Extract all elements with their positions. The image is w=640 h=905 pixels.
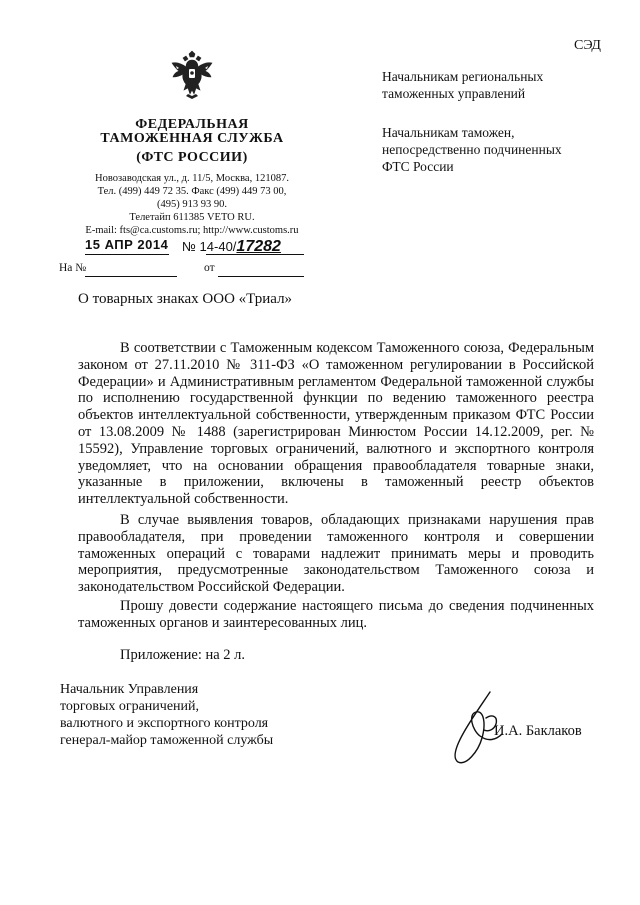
recipient-line: ФТС России <box>382 159 454 174</box>
address-line: Новозаводская ул., д. 11/5, Москва, 121087. <box>95 173 289 184</box>
signatory-title-line: генерал-майор таможенной службы <box>60 733 274 748</box>
phone-line-2: (495) 913 93 90. <box>157 199 227 210</box>
org-name-line2: ТАМОЖЕННАЯ СЛУЖБА <box>100 131 284 146</box>
number-handwritten: 17282 <box>236 238 281 255</box>
body-paragraph-1: В соответствии с Таможенным кодексом Таможенного союза, Федеральным законом от 27.11.2010 № 311-ФЗ «О таможенном регулировании в Российской Федерации» и Административным регламентом Федеральной таможенной службы по исполнению государственной функции по ведению таможенного реестра объектов интеллектуальной собственности, утвержденным приказом ФТС России от 13.08.2009 № 1488 (зарегистрирован Минюстом России 14.12.2009, рег. № 15592), Управление торговых ограничений, валютного и экспортного контроля уведомляет, что на основании обращения правообладателя товарные знаки, указанные в приложении, включены в таможенный реестр объектов интеллектуальной собственности. <box>78 340 594 508</box>
signatory-title-line: торговых ограничений, <box>60 699 200 714</box>
reference-number-blank <box>85 276 177 277</box>
recipient-line: непосредственно подчиненных <box>382 142 562 157</box>
signatory-title-line: Начальник Управления <box>60 682 199 697</box>
recipient-customs-houses <box>382 124 562 175</box>
recipient-line: таможенных управлений <box>382 86 526 101</box>
number-prefix: № 14-40/ <box>182 239 237 254</box>
sed-mark: СЭД <box>574 38 601 53</box>
phone-line: Тел. (499) 449 72 35. Факс (499) 449 73 00, <box>97 186 287 197</box>
body-paragraph-2: В случае выявления товаров, обладающих признаками нарушения прав правообладателя, при проведении таможенного контроля и совершении таможенных операций с товарами надлежит принимать меры и проводить мероприятия, предусмотренные законодательством Таможенного союза и законодательством Российской Федерации. <box>78 512 594 596</box>
attachment-note: Приложение: на 2 л. <box>120 647 246 663</box>
letter-subject: О товарных знаках ООО «Триал» <box>78 291 293 307</box>
recipient-line: Начальникам региональных <box>382 69 544 84</box>
org-name-line1: ФЕДЕРАЛЬНАЯ <box>135 117 249 132</box>
email-line: E-mail: fts@ca.customs.ru; http://www.customs.ru <box>85 225 299 236</box>
russian-double-headed-eagle-icon <box>170 50 214 100</box>
signer-name: И.А. Баклаков <box>494 723 582 739</box>
reference-number-label: На № <box>59 262 87 274</box>
body-paragraph-3: Прошу довести содержание настоящего письма до сведения подчиненных таможенных органов и заинтересованных лиц. <box>78 598 594 631</box>
reference-date-label: от <box>204 262 215 274</box>
org-name-abbrev: (ФТС РОССИИ) <box>136 150 248 165</box>
number-underline <box>206 254 304 255</box>
signatory-title <box>60 681 273 749</box>
signatory-title-line: валютного и экспортного контроля <box>60 716 269 731</box>
recipient-line: Начальникам таможен, <box>382 125 515 140</box>
recipient-regional-administrations <box>382 68 543 102</box>
teletype-line: Телетайп 611385 VETO RU. <box>129 212 255 223</box>
date-underline <box>85 254 169 255</box>
date-stamp: 15 АПР 2014 <box>85 237 169 252</box>
reference-date-blank <box>218 276 304 277</box>
